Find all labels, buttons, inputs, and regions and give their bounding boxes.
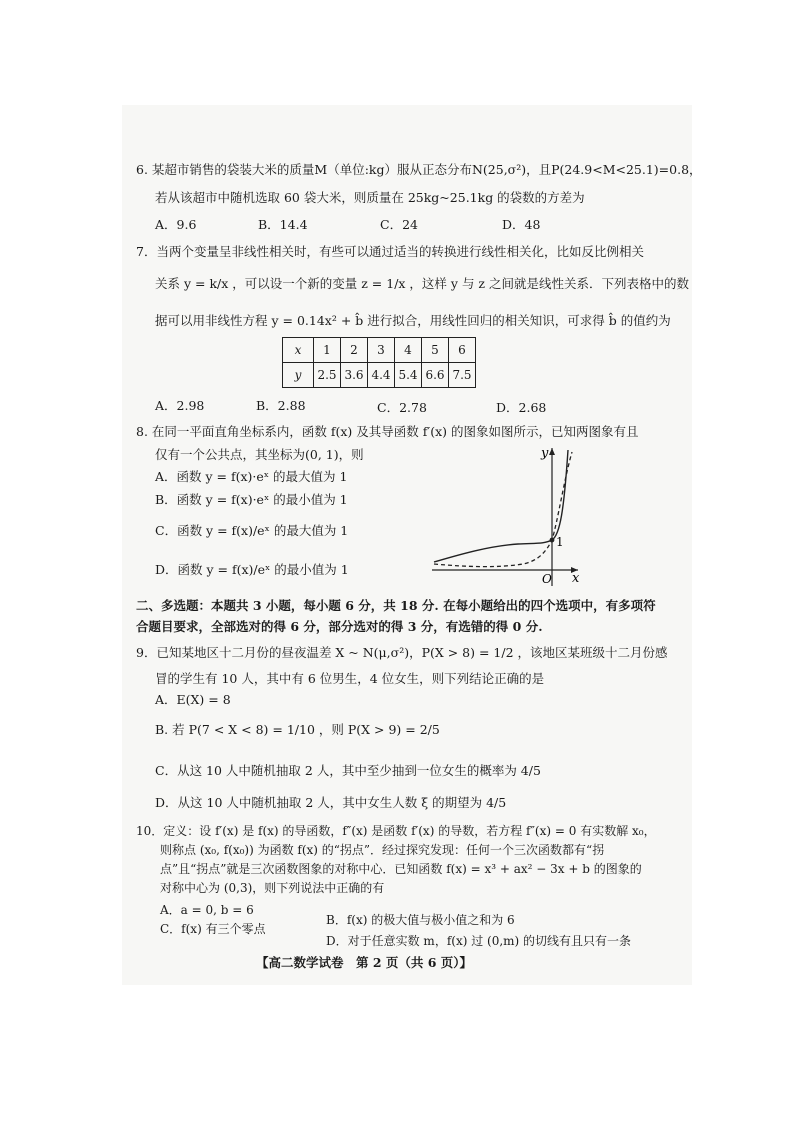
origin-label: O: [542, 572, 552, 586]
q6-stem-line1: 6. 某超市销售的袋装大米的质量M（单位:kg）服从正态分布N(25,σ²)，且P(24.9<M<25.1)=0.8，: [136, 162, 702, 177]
table-cell: 5: [422, 338, 449, 363]
q9-option-c: C．从这 10 人中随机抽取 2 人，其中至少抽到一位女生的概率为 4/5: [155, 763, 541, 778]
common-point: [550, 538, 555, 543]
q9-option-b: B. 若 P(7 < X < 8) = 1/10 ，则 P(X > 9) = 2/5: [155, 722, 440, 737]
table-cell: 6: [449, 338, 476, 363]
table-cell: 6.6: [422, 363, 449, 388]
q7-stem-line2: 关系 y = k/x ，可以设一个新的变量 z = 1/x ，这样 y 与 z 之间就是线性关系．下列表格中的数: [155, 276, 689, 291]
table-cell: 3: [368, 338, 395, 363]
q8-option-d: D．函数 y = f(x)/eˣ 的最小值为 1: [155, 562, 349, 577]
table-row: [283, 363, 476, 388]
q10-stem-line1: 10．定义：设 f′(x) 是 f(x) 的导函数，f″(x) 是函数 f′(x) 的导数，若方程 f″(x) = 0 有实数解 x₀，: [136, 824, 656, 838]
q10-stem-line2: 则称点 (x₀, f(x₀)) 为函数 f(x) 的“拐点”．经过探究发现：任何一个三次函数都有“拐: [160, 843, 605, 857]
q7-data-table: [282, 337, 476, 388]
q6-option-d: D．48: [502, 217, 541, 232]
q6-option-b: B．14.4: [258, 217, 308, 232]
table-cell: 2.5: [314, 363, 341, 388]
x-axis-label: x: [572, 571, 580, 586]
q8-option-c: C．函数 y = f(x)/eˣ 的最大值为 1: [155, 523, 349, 538]
table-row: [283, 338, 476, 363]
q7-option-c: C．2.78: [377, 400, 427, 415]
q9-stem-line2: 冒的学生有 10 人，其中有 6 位男生，4 位女生，则下列结论正确的是: [155, 671, 545, 686]
q6-option-a: A．9.6: [155, 217, 197, 232]
table-header-y: y: [283, 363, 314, 388]
q10-stem-line3: 点”且“拐点”就是三次函数图象的对称中心．已知函数 f(x) = x³ + ax² − 3x + b 的图象的: [160, 862, 642, 876]
q10-option-c: C．f(x) 有三个零点: [160, 922, 266, 936]
q8-stem-line1: 8. 在同一平面直角坐标系内，函数 f(x) 及其导函数 f′(x) 的图象如图所示，已知两图象有且: [136, 424, 639, 439]
fx-curve: [434, 450, 568, 562]
q8-function-graph: [428, 440, 588, 590]
table-header-x: x: [283, 338, 314, 363]
table-cell: 1: [314, 338, 341, 363]
q8-stem-line2: 仅有一个公共点，其坐标为(0, 1)，则: [155, 447, 364, 462]
section2-header-line1: 二、多选题：本题共 3 小题，每小题 6 分，共 18 分. 在每小题给出的四个选项中，有多项符: [136, 598, 656, 613]
table-cell: 3.6: [341, 363, 368, 388]
q7-option-a: A．2.98: [155, 398, 205, 413]
y-axis-arrow: [549, 448, 555, 455]
table-cell: 4.4: [368, 363, 395, 388]
table-cell: 2: [341, 338, 368, 363]
q9-option-d: D．从这 10 人中随机抽取 2 人，其中女生人数 ξ 的期望为 4/5: [155, 795, 507, 810]
table-cell: 4: [395, 338, 422, 363]
q7-stem-line1: 7．当两个变量呈非线性相关时，有些可以通过适当的转换进行线性相关化，比如反比例相关: [136, 244, 644, 259]
q7-stem-line3: 据可以用非线性方程 y = 0.14x² + b̂ 进行拟合，用线性回归的相关知识，可求得 b̂ 的值约为: [155, 313, 671, 328]
section2-header-line2: 合题目要求，全部选对的得 6 分，部分选对的得 3 分，有选错的得 0 分.: [136, 619, 543, 634]
q9-stem-line1: 9．已知某地区十二月份的昼夜温差 X ~ N(μ,σ²)，P(X > 8) = 1/2 ，该地区某班级十二月份感: [136, 645, 668, 660]
q9-option-a: A．E(X) = 8: [155, 692, 231, 707]
q8-option-a: A．函数 y = f(x)·eˣ 的最大值为 1: [155, 469, 348, 484]
fprime-curve: [434, 452, 572, 567]
q10-option-b: B．f(x) 的极大值与极小值之和为 6: [326, 913, 515, 927]
page-footer: 【高二数学试卷 第 2 页（共 6 页）】: [256, 955, 473, 970]
table-cell: 5.4: [395, 363, 422, 388]
q8-option-b: B．函数 y = f(x)·eˣ 的最小值为 1: [155, 492, 348, 507]
q7-option-b: B．2.88: [256, 398, 306, 413]
q7-option-d: D．2.68: [496, 400, 547, 415]
y-axis-label: y: [541, 446, 549, 461]
q6-option-c: C．24: [380, 217, 418, 232]
q10-option-d: D．对于任意实数 m，f(x) 过 (0,m) 的切线有且只有一条: [326, 934, 632, 948]
table-cell: 7.5: [449, 363, 476, 388]
point-label: 1: [556, 535, 564, 549]
q6-stem-line2: 若从该超市中随机选取 60 袋大米，则质量在 25kg~25.1kg 的袋数的方差为: [155, 190, 585, 205]
q10-option-a: A．a = 0, b = 6: [160, 903, 254, 917]
q10-stem-line4: 对称中心为 (0,3)，则下列说法中正确的有: [160, 881, 385, 895]
